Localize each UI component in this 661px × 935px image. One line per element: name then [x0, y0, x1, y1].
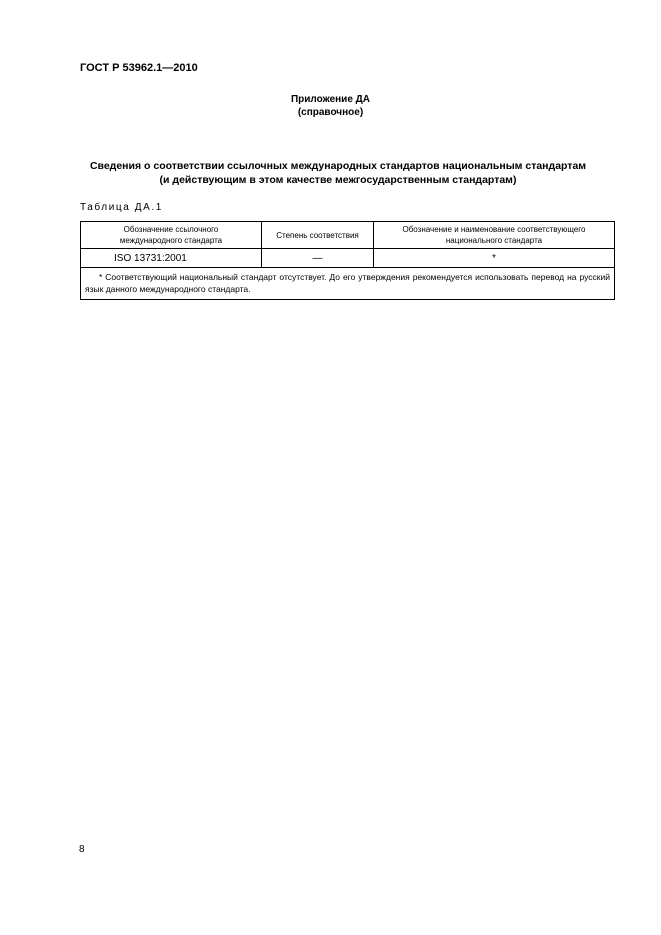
- header-national-standard: [374, 222, 615, 249]
- table-caption: Таблица ДА.1: [80, 202, 163, 213]
- appendix-block: [0, 93, 661, 119]
- header-degree-of-correspondence: Степень соответствия: [262, 222, 374, 249]
- correspondence-table: [80, 221, 615, 300]
- header-col1-line-2: международного стандарта: [119, 236, 223, 245]
- cell-degree: —: [262, 249, 374, 268]
- header-col1-line-1: Обозначение ссылочного: [123, 225, 219, 234]
- appendix-title: Приложение ДА: [290, 94, 371, 105]
- header-international-standard: [81, 222, 262, 249]
- header-col3-line-1: Обозначение и наименование соответствующего: [402, 225, 586, 234]
- header-col3-line-2: национального стандарта: [445, 236, 543, 245]
- table-row: [81, 249, 615, 268]
- table-header-row: [81, 222, 615, 249]
- table-footnote-text: * Соответствующий национальный стандарт отсутствует. До его утверждения рекомендуется использовать перевод на русский язык данного международного стандарта.: [85, 272, 610, 294]
- table-footnote-row: [81, 268, 615, 300]
- page-number: 8: [79, 844, 85, 855]
- appendix-subtitle: (справочное): [297, 107, 364, 118]
- cell-national-standard: *: [374, 249, 615, 268]
- table-footnote: [81, 268, 615, 300]
- document-code: ГОСТ Р 53962.1—2010: [80, 62, 198, 74]
- section-heading-line-1: Сведения о соответствии ссылочных международных стандартов национальным стандартам: [89, 160, 587, 172]
- section-heading-line-2: (и действующим в этом качестве межгосударственным стандартам): [159, 174, 517, 186]
- cell-international-standard: ISO 13731:2001: [81, 249, 262, 268]
- section-heading: [60, 159, 616, 187]
